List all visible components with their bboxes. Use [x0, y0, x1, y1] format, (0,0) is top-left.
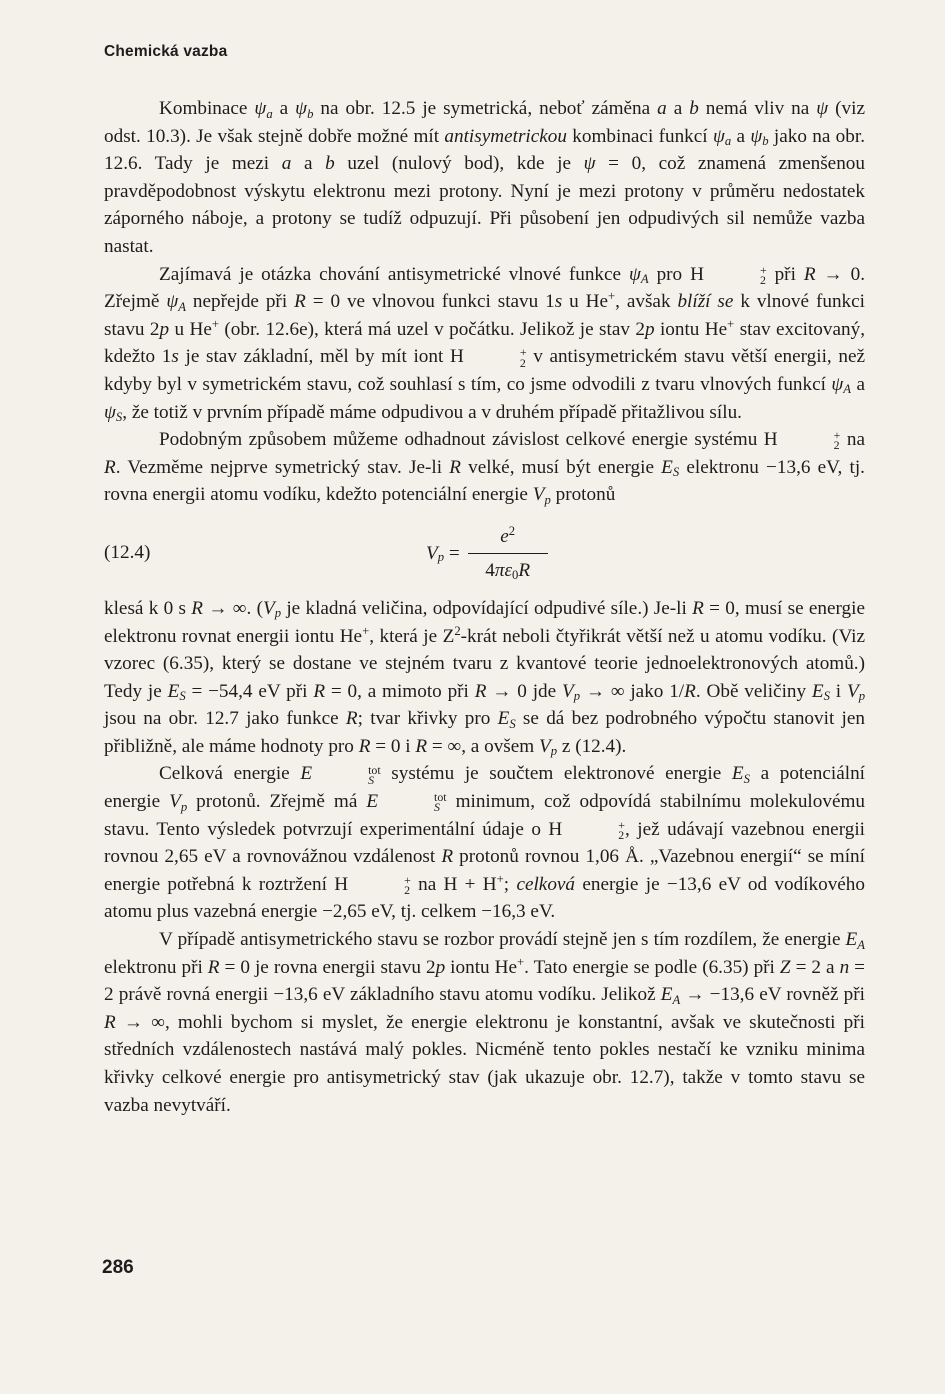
equation-fraction: $\frac{e^2}{4\pi\varepsilon_0R}$ [468, 523, 548, 584]
equation-number: (12.4) [104, 541, 151, 563]
paragraph-2: Zajímavá je otázka chování antisymetrické vlnové funkce $\psi_A$ pro H + 2 při R → 0. Zřejmě $\psi_A$ nepřejde při R = 0 ve vlnovou funkci stavu 1s u He+, avšak blíží se k vlnové funkci stavu 2p u He+ (obr. 12.6e), která má uzel v počátku. Jelikož je stav 2p iontu He+ stav excitovaný, kdežto 1s je stav základní, měl by mít iont H + 2 v antisymetrickém stavu větší energii, než kdyby byl v symetrickém stavu, což souhlasí s tím, co jsme odvodili z tvaru vlnových funkcí $\psi_A$ a $\psi_S$, že totiž v prvním případě máme odpudivou a v druhém případě přitažlivou sílu. [104, 262, 866, 425]
paragraph-4: klesá k 0 s R → ∞. ($V_p$ je kladná veličina, odpovídající odpudivé síle.) Je-li R = 0, musí se energie elektronu rovnat energii iontu He+, která je $Z^2$-krát neboli čtyřikrát větší než u atomu vodíku. (Viz vzorec (6.35), který se dostane ve stejném tvaru z kvantové teorie jednoelektronových atomů.) Tedy je $E_S = -54,4$ eV při R = 0, a mimoto při R → 0 jde $V_p$ → ∞ jako 1/R. Obě veličiny $E_S$ i $V_p$ jsou na obr. 12.7 jako funkce R; tvar křivky pro $E_S$ se dá bez podrobného výpočtu stanovit jen přibližně, ale máme hodnoty pro R = 0 i R = ∞, a ovšem $V_p$ z (12.4). [104, 597, 866, 759]
paragraph-5: Celková energie E tot S systému je součtem elektronové energie $E_S$ a potenciální energie $V_p$ protonů. Zřejmě má E tot S minimum, což odpovídá stabilnímu molekulovému stavu. Tento výsledek potvrzují experimentální údaje o H + 2 , jež udávají vazebnou energii rovnou 2,65 eV a rovnovážnou vzdálenost R protonů rovnou 1,06 Å. „Vazebnou energií“ se míní energie potřebná k roztržení H + 2 na H + H+; celková energie je −13,6 eV od vodíkového atomu plus vazebná energie −2,65 eV, tj. celkem −16,3 eV. [104, 762, 865, 923]
equation-12-4 [104, 515, 865, 593]
paragraph-6: V případě antisymetrického stavu se rozbor provádí stejně jen s tím rozdílem, že energie $E_A$ elektronu při R = 0 je rovna energii stavu 2p iontu He+. Tato energie se podle (6.35) při Z = 2 a n = 2 právě rovná energii −13,6 eV základního stavu atomu vodíku. Jelikož $E_A \to -13,6$ eV rovněž při R → ∞, mohli bychom si myslet, že energie elektronu je konstantní, avšak ve skutečnosti při středních vzdálenostech nastává malý pokles. Nicméně tento pokles nestačí ke vzniku minima křivky celkové energie pro antisymetrický stav (jak ukazuje obr. 12.7), takže v tomto stavu se vazba nevytváří. [104, 929, 865, 1116]
equation-body: V $_p$ = $\frac{e^2}{4\pi\varepsilon_0R}$ [426, 515, 548, 593]
body-text [104, 95, 865, 1119]
page-number: 286 [102, 1257, 134, 1278]
paragraph-1: Kombinace $\psi_a$ a $\psi_b$ na obr. 12.5 je symetrická, neboť záměna a a b nemá vliv na ψ (viz odst. 10.3). Je však stejně dobře možné mít antisymetrickou kombinaci funkcí $\psi_a$ a $\psi_b$ jako na obr. 12.6. Tady je mezi a a b uzel (nulový bod), kde je ψ = 0, což znamená zmenšenou pravděpodobnost výskytu elektronu mezi protony. Nyní je mezi protony v průměru nedostatek záporného náboje, a protony se tudíž odpuzují. Při působení jen odpudivých sil nemůže vazba nastat. [104, 98, 865, 257]
running-header: Chemická vazba [104, 43, 228, 60]
paragraph-3: Podobným způsobem můžeme odhadnout závislost celkové energie systému H + 2 na R. Vezměme nejprve symetrický stav. Je-li R velké, musí být energie $E_S$ elektronu −13,6 eV, tj. rovna energii atomu vodíku, kdežto potenciální energie $V_p$ protonů [104, 428, 865, 507]
